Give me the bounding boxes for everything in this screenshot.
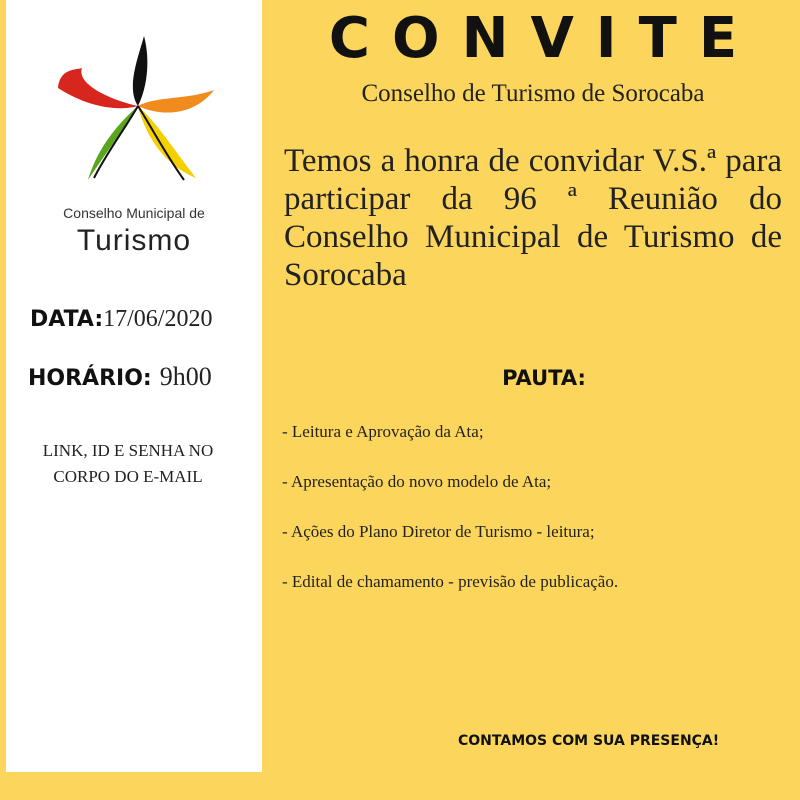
agenda-item: - Ações do Plano Diretor de Turismo - leitura;	[282, 522, 595, 541]
link-note-line1: LINK, ID E SENHA NO	[42, 441, 214, 460]
link-note	[0, 438, 256, 490]
agenda-item: - Leitura e Aprovação da Ata;	[282, 422, 484, 441]
logo-caption-line2: Turismo	[76, 224, 192, 257]
time-value: 9h00	[159, 362, 212, 391]
date-label: DATA:	[30, 307, 104, 332]
agenda-heading: PAUTA:	[502, 366, 586, 390]
invitation-text: Temos a honra de convidar V.S.ª para participar da 96 ª Reunião do Conselho Municipal de Turismo de Sorocaba	[284, 143, 782, 293]
agenda-item: - Apresentação do novo modelo de Ata;	[282, 472, 552, 491]
tourism-council-logo	[46, 28, 216, 188]
page-title: CONVITE	[328, 6, 760, 71]
date-line	[30, 306, 212, 333]
time-label: HORÁRIO:	[28, 366, 152, 391]
logo-caption-line1: Conselho Municipal de	[63, 205, 205, 221]
agenda-item: - Edital de chamamento - previsão de publicação.	[282, 572, 619, 591]
link-note-line2: CORPO DO E-MAIL	[53, 467, 203, 486]
footer-note: CONTAMOS COM SUA PRESENÇA!	[458, 733, 720, 749]
agenda-list	[282, 422, 618, 622]
page-subtitle: Conselho de Turismo de Sorocaba	[361, 80, 705, 107]
date-value: 17/06/2020	[103, 306, 213, 332]
time-line	[28, 362, 212, 392]
left-panel	[0, 0, 266, 800]
